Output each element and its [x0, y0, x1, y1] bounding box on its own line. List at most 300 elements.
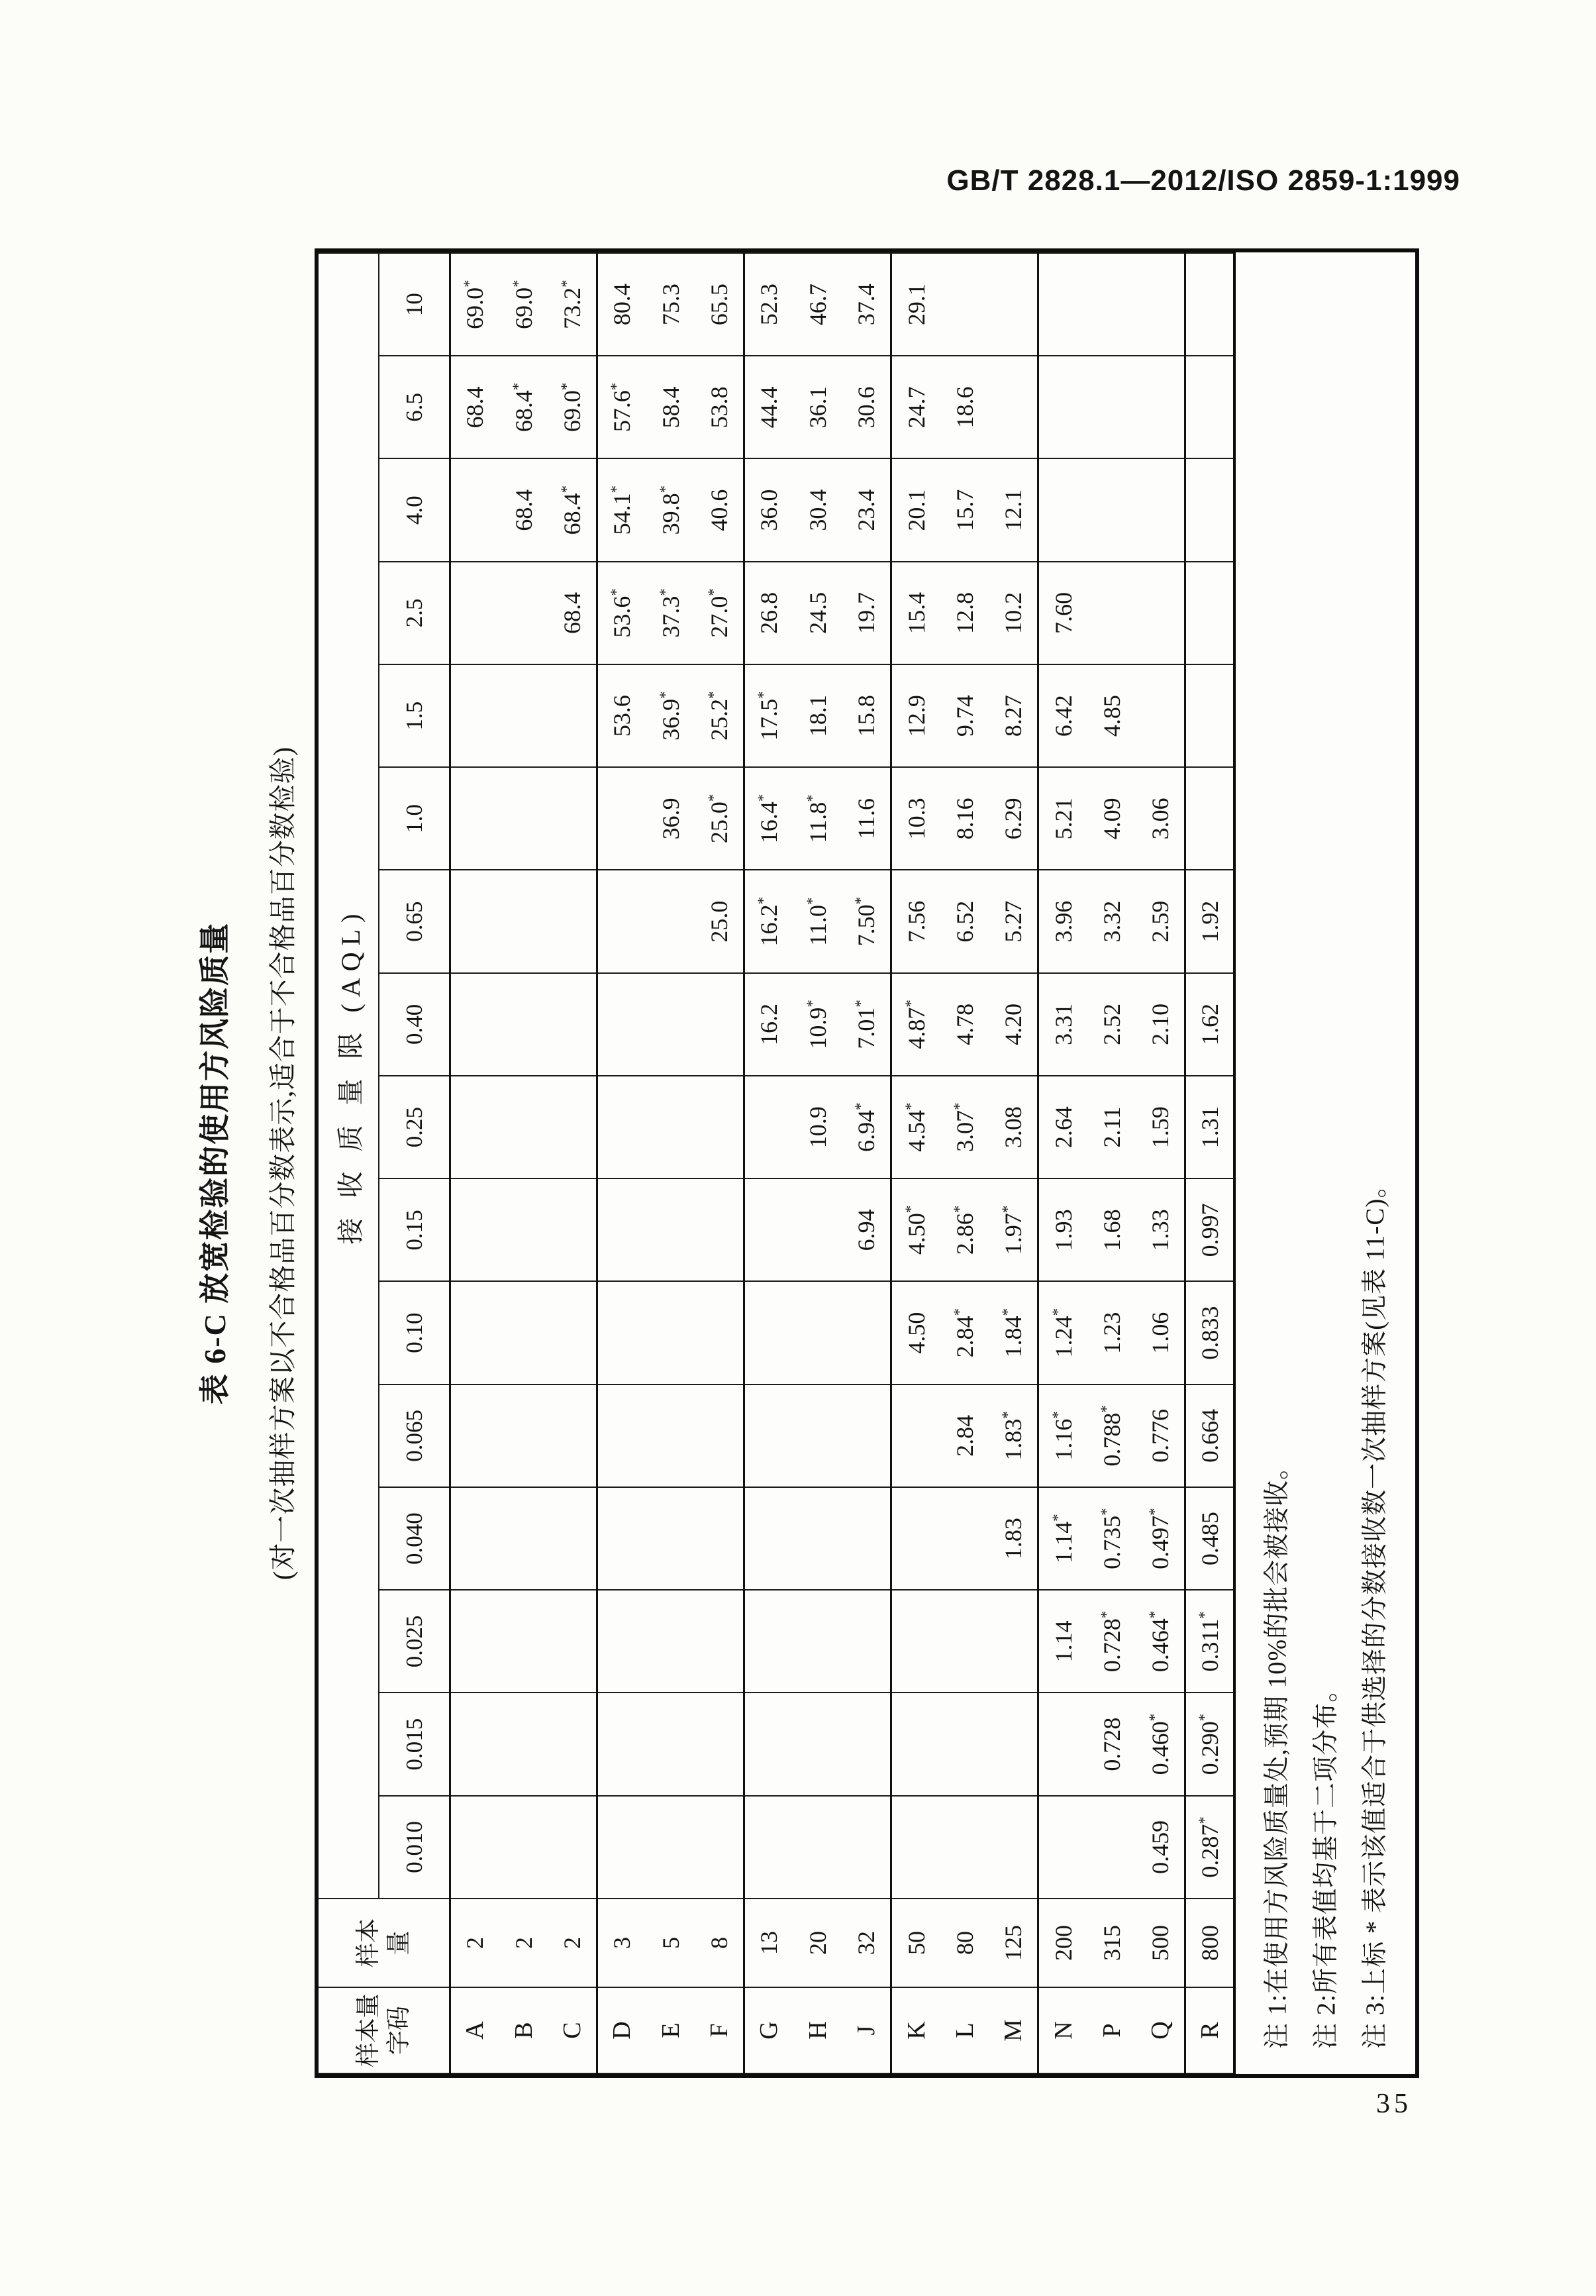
value-cell — [842, 1796, 891, 1899]
value-cell: 7.60 — [1038, 562, 1087, 664]
table-row — [989, 253, 1038, 2073]
value-cell: 4.78 — [940, 973, 989, 1076]
value-cell — [450, 562, 499, 664]
value-cell: 53.6 — [597, 664, 646, 767]
value-cell: 53.6* — [597, 562, 646, 664]
footnote-star: * — [803, 897, 821, 906]
value-cell — [695, 1796, 744, 1899]
value-cell — [548, 1487, 597, 1590]
value-cell — [989, 253, 1038, 356]
value-cell: 26.8 — [744, 562, 793, 664]
value-cell — [1185, 767, 1234, 870]
value-cell: 6.94* — [842, 1076, 891, 1178]
value-cell: 0.485 — [1185, 1487, 1234, 1590]
value-cell — [695, 1487, 744, 1590]
value-cell — [695, 1282, 744, 1384]
value-cell: 5.21 — [1038, 767, 1087, 870]
code-letter-cell: L — [940, 1987, 989, 2073]
footnote-star: * — [755, 794, 772, 802]
value-cell — [597, 1178, 646, 1281]
value-cell: 69.0* — [499, 253, 548, 356]
value-cell: 6.42 — [1038, 664, 1087, 767]
col-header-sample-size — [319, 1899, 450, 1987]
sample-size-cell: 2 — [548, 1899, 597, 1987]
page-number: 35 — [1376, 2089, 1412, 2119]
value-cell: 25.2* — [695, 664, 744, 767]
value-cell: 2.59 — [1136, 870, 1185, 973]
value-cell — [989, 356, 1038, 458]
value-cell — [744, 1384, 793, 1487]
table-row — [1185, 253, 1234, 2073]
value-cell: 1.16* — [1038, 1384, 1087, 1487]
value-cell — [793, 1178, 842, 1281]
sample-size-cell: 3 — [597, 1899, 646, 1987]
col-header-sample-size-line2: 量 — [385, 1930, 413, 1956]
value-cell: 1.92 — [1185, 870, 1234, 973]
value-cell — [891, 1487, 940, 1590]
table-head — [319, 253, 450, 2073]
value-cell — [548, 664, 597, 767]
footnote-star: * — [852, 896, 870, 905]
footnote-star: * — [803, 794, 821, 802]
value-cell — [1185, 253, 1234, 356]
sample-size-cell: 32 — [842, 1899, 891, 1987]
footnote-star: * — [755, 896, 772, 905]
table-body — [450, 253, 1235, 2073]
value-cell — [450, 664, 499, 767]
value-cell — [891, 1796, 940, 1899]
aql-tick: 0.10 — [379, 1282, 450, 1384]
value-cell — [744, 1590, 793, 1693]
value-cell: 1.93 — [1038, 1178, 1087, 1281]
value-cell — [646, 1178, 695, 1281]
value-cell: 1.83 — [989, 1487, 1038, 1590]
value-cell: 1.59 — [1136, 1076, 1185, 1178]
table-row — [646, 253, 695, 2073]
value-cell: 12.8 — [940, 562, 989, 664]
code-letter-cell: H — [793, 1987, 842, 2073]
value-cell — [940, 253, 989, 356]
value-cell — [450, 1796, 499, 1899]
rotated-table-block — [179, 248, 1406, 2078]
value-cell: 1.97* — [989, 1178, 1038, 1281]
value-cell — [695, 1590, 744, 1693]
footnote-star: * — [558, 485, 575, 494]
value-cell — [1136, 562, 1185, 664]
footnote-star: * — [509, 280, 526, 287]
value-cell: 1.14 — [1038, 1590, 1087, 1693]
value-cell: 0.997 — [1185, 1178, 1234, 1281]
value-cell — [597, 1693, 646, 1796]
value-cell: 25.0 — [695, 870, 744, 973]
standard-number: GB/T 2828.1—2012/ISO 2859-1:1999 — [946, 164, 1460, 197]
value-cell: 15.7 — [940, 459, 989, 562]
value-cell — [793, 1487, 842, 1590]
table-notes — [1236, 252, 1412, 2074]
value-cell: 0.460* — [1136, 1693, 1185, 1796]
value-cell: 1.83* — [989, 1384, 1038, 1487]
code-letter-cell: K — [891, 1987, 940, 2073]
value-cell: 44.4 — [744, 356, 793, 458]
code-letter-cell: R — [1185, 1987, 1234, 2073]
sample-size-cell: 315 — [1087, 1899, 1136, 1987]
value-cell: 0.311* — [1185, 1590, 1234, 1693]
footnote-star: * — [656, 485, 673, 494]
value-cell: 23.4 — [842, 459, 891, 562]
value-cell — [646, 1076, 695, 1178]
value-cell — [646, 870, 695, 973]
value-cell: 68.4* — [548, 459, 597, 562]
value-cell — [548, 1384, 597, 1487]
footnote-star: * — [755, 691, 772, 699]
value-cell — [1038, 1693, 1087, 1796]
value-cell: 1.33 — [1136, 1178, 1185, 1281]
value-cell: 4.20 — [989, 973, 1038, 1076]
value-cell — [1087, 459, 1136, 562]
value-cell: 27.0* — [695, 562, 744, 664]
value-cell: 75.3 — [646, 253, 695, 356]
value-cell: 0.833 — [1185, 1282, 1234, 1384]
table-row — [450, 253, 499, 2073]
value-cell: 2.11 — [1087, 1076, 1136, 1178]
value-cell: 16.2* — [744, 870, 793, 973]
footnote-star: * — [902, 1102, 919, 1110]
value-cell: 2.84* — [940, 1282, 989, 1384]
footnote-star: * — [999, 1411, 1017, 1419]
sample-size-cell: 500 — [1136, 1899, 1185, 1987]
value-cell: 10.9 — [793, 1076, 842, 1178]
value-cell: 2.52 — [1087, 973, 1136, 1076]
code-letter-cell: F — [695, 1987, 744, 2073]
value-cell: 15.8 — [842, 664, 891, 767]
code-letter-cell: G — [744, 1987, 793, 2073]
code-letter-cell: N — [1038, 1987, 1087, 2073]
value-cell: 0.788* — [1087, 1384, 1136, 1487]
value-cell: 1.84* — [989, 1282, 1038, 1384]
value-cell — [891, 1693, 940, 1796]
value-cell — [793, 1282, 842, 1384]
footnote-star: * — [1049, 1411, 1066, 1419]
sample-size-cell: 800 — [1185, 1899, 1234, 1987]
value-cell — [646, 1590, 695, 1693]
value-cell: 80.4 — [597, 253, 646, 356]
code-letter-cell: P — [1087, 1987, 1136, 2073]
value-cell: 3.06 — [1136, 767, 1185, 870]
value-cell — [1087, 253, 1136, 356]
value-cell — [548, 870, 597, 973]
value-cell — [891, 1590, 940, 1693]
value-cell — [940, 1693, 989, 1796]
aql-tick: 1.5 — [379, 664, 450, 767]
sample-size-cell: 20 — [793, 1899, 842, 1987]
footnote-star: * — [1195, 1611, 1213, 1619]
table-row — [597, 253, 646, 2073]
value-cell: 0.464* — [1136, 1590, 1185, 1693]
footnote-star: * — [705, 691, 722, 699]
value-cell — [450, 1076, 499, 1178]
value-cell — [499, 1076, 548, 1178]
value-cell — [989, 1796, 1038, 1899]
footnote-star: * — [902, 1000, 919, 1008]
table-row — [695, 253, 744, 2073]
footnote-star: * — [608, 588, 625, 596]
value-cell: 57.6* — [597, 356, 646, 458]
value-cell: 73.2* — [548, 253, 597, 356]
value-cell: 25.0* — [695, 767, 744, 870]
value-cell: 1.31 — [1185, 1076, 1234, 1178]
value-cell: 52.3 — [744, 253, 793, 356]
value-cell — [597, 1487, 646, 1590]
note-3: 注 3:上标 * 表示该值适合于供选择的分数接收数一次抽样方案(见表 11-C)。 — [1361, 1171, 1389, 2049]
value-cell — [548, 767, 597, 870]
value-cell — [597, 973, 646, 1076]
value-cell: 30.4 — [793, 459, 842, 562]
note-1: 注 1:在使用方风险质量处,预期 10%的批会被接收。 — [1263, 1453, 1291, 2049]
value-cell — [989, 1693, 1038, 1796]
aql-tick: 0.25 — [379, 1076, 450, 1178]
value-cell — [1087, 356, 1136, 458]
table-row — [842, 253, 891, 2073]
value-cell — [499, 767, 548, 870]
value-cell — [744, 1693, 793, 1796]
value-cell — [1185, 356, 1234, 458]
footnote-star: * — [902, 1205, 919, 1214]
aql-tick-row — [379, 253, 450, 2073]
value-cell — [1136, 356, 1185, 458]
value-cell — [744, 1796, 793, 1899]
value-cell: 10.2 — [989, 562, 1038, 664]
value-cell: 8.27 — [989, 664, 1038, 767]
footnote-star: * — [852, 1102, 870, 1110]
value-cell — [744, 1487, 793, 1590]
value-cell: 19.7 — [842, 562, 891, 664]
value-cell: 18.6 — [940, 356, 989, 458]
value-cell: 2.86* — [940, 1178, 989, 1281]
value-cell: 8.16 — [940, 767, 989, 870]
value-cell — [842, 1384, 891, 1487]
aql-tick: 4.0 — [379, 459, 450, 562]
footnote-star: * — [1097, 1508, 1115, 1516]
value-cell — [940, 1590, 989, 1693]
value-cell — [597, 1076, 646, 1178]
value-cell: 0.290* — [1185, 1693, 1234, 1796]
value-cell: 37.4 — [842, 253, 891, 356]
value-cell — [695, 1693, 744, 1796]
value-cell: 6.52 — [940, 870, 989, 973]
value-cell: 10.3 — [891, 767, 940, 870]
aql-tick: 0.40 — [379, 973, 450, 1076]
value-cell — [646, 1693, 695, 1796]
value-cell: 3.32 — [1087, 870, 1136, 973]
value-cell: 40.6 — [695, 459, 744, 562]
aql-tick: 0.15 — [379, 1178, 450, 1281]
value-cell — [597, 767, 646, 870]
value-cell: 36.1 — [793, 356, 842, 458]
value-cell: 12.9 — [891, 664, 940, 767]
value-cell — [695, 1178, 744, 1281]
value-cell — [450, 459, 499, 562]
code-letter-cell: Q — [1136, 1987, 1185, 2073]
col-header-sample-size-code-line2: 字码 — [385, 2006, 413, 2055]
value-cell: 20.1 — [891, 459, 940, 562]
sample-size-cell: 2 — [450, 1899, 499, 1987]
value-cell — [548, 1282, 597, 1384]
value-cell: 68.4 — [548, 562, 597, 664]
value-cell: 3.07* — [940, 1076, 989, 1178]
value-cell — [597, 1282, 646, 1384]
value-cell: 0.497* — [1136, 1487, 1185, 1590]
value-cell — [646, 1384, 695, 1487]
value-cell — [744, 1178, 793, 1281]
code-letter-cell: D — [597, 1987, 646, 2073]
table-row — [940, 253, 989, 2073]
value-cell — [499, 1796, 548, 1899]
code-letter-cell: M — [989, 1987, 1038, 2073]
value-cell: 0.287* — [1185, 1796, 1234, 1899]
header-row-1 — [319, 253, 379, 2073]
value-cell — [450, 767, 499, 870]
value-cell — [450, 1178, 499, 1281]
sample-size-cell: 125 — [989, 1899, 1038, 1987]
value-cell — [646, 1487, 695, 1590]
aql-tick: 2.5 — [379, 562, 450, 664]
footnote-star: * — [656, 691, 673, 699]
sample-size-cell: 50 — [891, 1899, 940, 1987]
value-cell — [940, 1796, 989, 1899]
value-cell — [450, 1590, 499, 1693]
value-cell — [695, 973, 744, 1076]
value-cell — [499, 1693, 548, 1796]
value-cell: 39.8* — [646, 459, 695, 562]
value-cell — [1136, 459, 1185, 562]
table-row — [499, 253, 548, 2073]
value-cell: 4.54* — [891, 1076, 940, 1178]
value-cell: 3.96 — [1038, 870, 1087, 973]
footnote-star: * — [1146, 1508, 1164, 1516]
table-row — [891, 253, 940, 2073]
value-cell — [1136, 664, 1185, 767]
value-cell — [499, 1178, 548, 1281]
value-cell: 12.1 — [989, 459, 1038, 562]
value-cell — [1185, 664, 1234, 767]
value-cell: 6.94 — [842, 1178, 891, 1281]
value-cell: 4.85 — [1087, 664, 1136, 767]
footnote-star: * — [1049, 1514, 1066, 1522]
col-header-sample-size-code — [319, 1987, 450, 2073]
value-cell: 7.56 — [891, 870, 940, 973]
value-cell: 11.0* — [793, 870, 842, 973]
value-cell — [499, 1282, 548, 1384]
value-cell — [793, 1384, 842, 1487]
value-cell: 68.4 — [450, 356, 499, 458]
value-cell: 68.4 — [499, 459, 548, 562]
value-cell: 36.0 — [744, 459, 793, 562]
value-cell — [548, 1590, 597, 1693]
value-cell — [597, 1590, 646, 1693]
value-cell: 7.50* — [842, 870, 891, 973]
footnote-star: * — [1097, 1610, 1115, 1619]
footnote-star: * — [1195, 1713, 1213, 1722]
value-cell — [548, 973, 597, 1076]
col-header-sample-size-line1: 样本 — [354, 1918, 382, 1967]
value-cell: 4.50* — [891, 1178, 940, 1281]
sampling-table — [319, 252, 1236, 2074]
value-cell: 53.8 — [695, 356, 744, 458]
code-letter-cell: B — [499, 1987, 548, 2073]
aql-tick: 10 — [379, 253, 450, 356]
value-cell: 37.3* — [646, 562, 695, 664]
footnote-star: * — [1049, 1308, 1066, 1316]
value-cell: 65.5 — [695, 253, 744, 356]
value-cell: 1.62 — [1185, 973, 1234, 1076]
aql-tick: 0.040 — [379, 1487, 450, 1590]
footnote-star: * — [950, 1205, 968, 1214]
aql-tick: 0.065 — [379, 1384, 450, 1487]
value-cell: 69.0* — [450, 253, 499, 356]
sample-size-cell: 5 — [646, 1899, 695, 1987]
value-cell: 10.9* — [793, 973, 842, 1076]
value-cell: 1.24* — [1038, 1282, 1087, 1384]
value-cell — [1038, 1796, 1087, 1899]
footnote-star: * — [1195, 1816, 1213, 1824]
value-cell — [499, 870, 548, 973]
value-cell — [842, 1487, 891, 1590]
sample-size-cell: 13 — [744, 1899, 793, 1987]
value-cell: 18.1 — [793, 664, 842, 767]
value-cell — [744, 1076, 793, 1178]
value-cell: 0.459 — [1136, 1796, 1185, 1899]
value-cell — [548, 1796, 597, 1899]
table-row — [1038, 253, 1087, 2073]
value-cell — [842, 1693, 891, 1796]
value-cell — [646, 1796, 695, 1899]
value-cell — [842, 1590, 891, 1693]
footnote-star: * — [656, 588, 673, 596]
value-cell: 4.50 — [891, 1282, 940, 1384]
aql-span-header: 接 收 质 量 限 (AQL) — [319, 253, 379, 1899]
value-cell: 24.7 — [891, 356, 940, 458]
table-frame — [315, 248, 1419, 2078]
value-cell — [450, 1693, 499, 1796]
footnote-star: * — [803, 1000, 821, 1008]
value-cell: 17.5* — [744, 664, 793, 767]
footnote-star: * — [461, 280, 478, 287]
footnote-star: * — [705, 588, 722, 596]
table-row — [793, 253, 842, 2073]
value-cell: 2.84 — [940, 1384, 989, 1487]
footnote-star: * — [999, 1205, 1017, 1214]
value-cell — [793, 1590, 842, 1693]
value-cell: 0.728* — [1087, 1590, 1136, 1693]
value-cell — [499, 973, 548, 1076]
value-cell — [450, 1384, 499, 1487]
sample-size-cell: 2 — [499, 1899, 548, 1987]
value-cell — [695, 1076, 744, 1178]
code-letter-cell: E — [646, 1987, 695, 2073]
value-cell: 30.6 — [842, 356, 891, 458]
value-cell: 0.735* — [1087, 1487, 1136, 1590]
footnote-star: * — [509, 382, 526, 391]
footnote-star: * — [1097, 1405, 1115, 1413]
col-header-sample-size-code-line1: 样本量 — [354, 1993, 382, 2067]
footnote-star: * — [705, 794, 722, 802]
aql-tick: 0.010 — [379, 1796, 450, 1899]
table-subtitle: (对一次抽样方案以不合格品百分数表示,适合于不合格品百分数检验) — [268, 746, 298, 1581]
footnote-star: * — [852, 1000, 870, 1008]
value-cell — [548, 1693, 597, 1796]
value-cell — [1038, 356, 1087, 458]
table-row — [1087, 253, 1136, 2073]
